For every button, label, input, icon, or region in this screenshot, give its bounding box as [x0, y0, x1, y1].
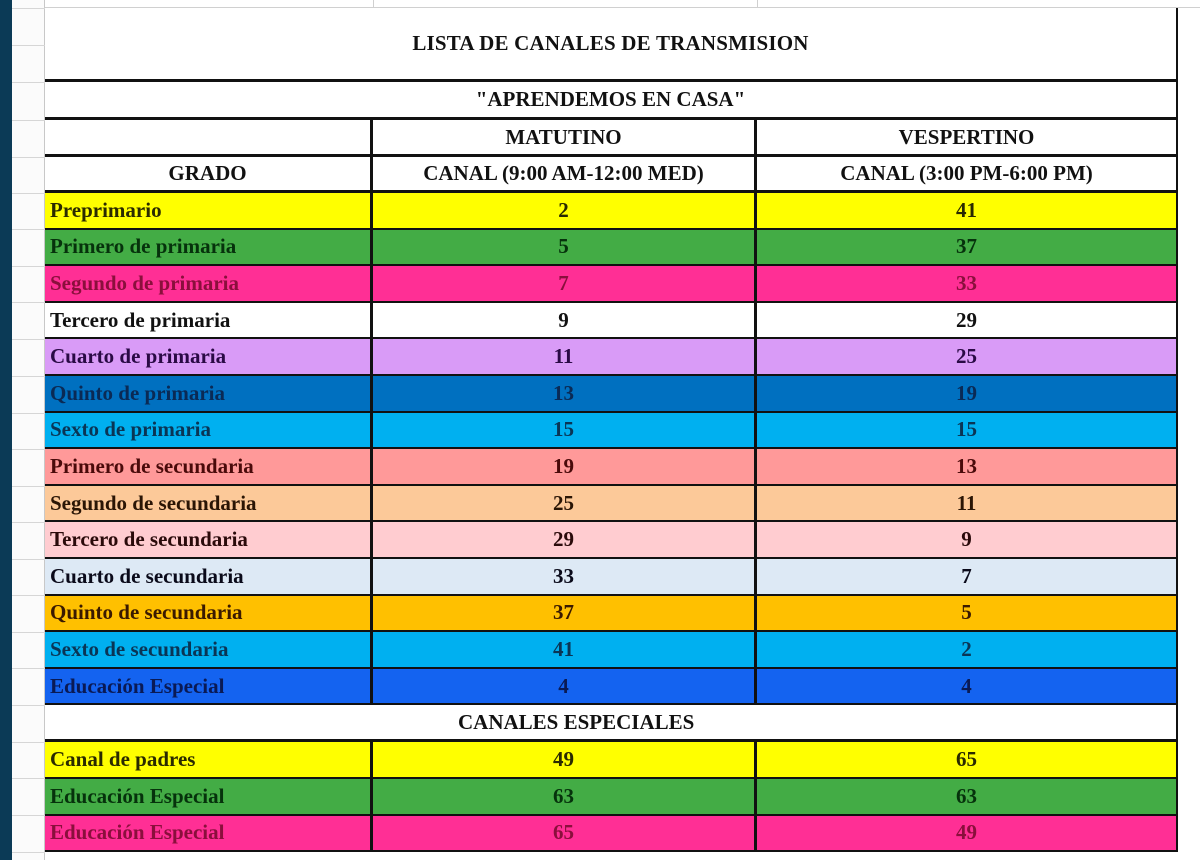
channel-number: 25: [956, 344, 977, 369]
table-row: [45, 266, 1178, 303]
grade-label: Cuarto de secundaria: [50, 563, 244, 588]
vespertino-channel-cell[interactable]: [757, 816, 1178, 851]
grade-cell[interactable]: [45, 596, 373, 631]
channel-number: 9: [558, 307, 569, 332]
vespertino-channel-cell[interactable]: [757, 522, 1178, 557]
channel-number: 29: [956, 307, 977, 332]
special-channels-row: [45, 705, 1178, 742]
row-header-gridline: [12, 229, 45, 230]
matutino-channel-cell[interactable]: [373, 449, 757, 484]
channel-number: 2: [961, 636, 972, 661]
channel-number: 37: [553, 600, 574, 625]
channel-number: 15: [956, 417, 977, 442]
grade-cell[interactable]: [45, 816, 373, 851]
matutino-channel-cell[interactable]: [373, 303, 757, 338]
matutino-channel-cell[interactable]: [373, 559, 757, 594]
row-header-gridline: [12, 778, 45, 779]
grade-cell[interactable]: [45, 376, 373, 411]
grade-cell[interactable]: [45, 669, 373, 704]
matutino-channel-cell[interactable]: [373, 522, 757, 557]
table-row: [45, 449, 1178, 486]
row-header-gridline: [12, 266, 45, 267]
vespertino-channel-cell[interactable]: [757, 230, 1178, 265]
channel-number: 19: [956, 380, 977, 405]
row-header-gridline: [12, 413, 45, 414]
shift-header-row: [45, 120, 1178, 157]
grado-header: GRADO: [45, 157, 373, 190]
channel-number: 7: [558, 270, 569, 295]
channel-number: 4: [961, 673, 972, 698]
channel-number: 33: [956, 270, 977, 295]
row-header-gridline: [12, 376, 45, 377]
matutino-header: MATUTINO: [373, 120, 757, 154]
table-row: [45, 230, 1178, 267]
row-header-gridline: [12, 449, 45, 450]
matutino-channel-cell[interactable]: [373, 486, 757, 521]
matutino-channel-cell[interactable]: [373, 632, 757, 667]
channel-number: 4: [558, 673, 569, 698]
row-header-gridline: [12, 815, 45, 816]
grade-cell[interactable]: [45, 413, 373, 448]
grade-label: Tercero de primaria: [50, 307, 231, 332]
table-row: [45, 522, 1178, 559]
channel-number: 49: [553, 747, 574, 772]
table-row: [45, 339, 1178, 376]
channel-number: 13: [956, 453, 977, 478]
matutino-channel-cell[interactable]: [373, 669, 757, 704]
table-row: [45, 596, 1178, 633]
grade-label: Cuarto de primaria: [50, 344, 227, 369]
grade-label: Canal de padres: [50, 747, 196, 772]
grade-cell[interactable]: [45, 449, 373, 484]
grade-cell[interactable]: [45, 303, 373, 338]
grade-cell[interactable]: [45, 632, 373, 667]
grade-label: Tercero de secundaria: [50, 527, 248, 552]
matutino-channel-cell[interactable]: [373, 193, 757, 228]
row-header-gridline: [12, 339, 45, 340]
channel-number: 63: [956, 783, 977, 808]
channel-number: 25: [553, 490, 574, 515]
channel-number: 41: [956, 197, 977, 222]
row-header-gridline: [12, 193, 45, 194]
row-header-gridline: [12, 45, 45, 46]
row-header-gridline: [12, 632, 45, 633]
row-header-gridline: [12, 595, 45, 596]
matutino-canal-header: CANAL (9:00 AM-12:00 MED): [373, 157, 757, 190]
channel-number: 33: [553, 563, 574, 588]
grade-cell[interactable]: [45, 230, 373, 265]
matutino-channel-cell[interactable]: [373, 413, 757, 448]
row-header-gridline: [12, 522, 45, 523]
channel-number: 7: [961, 563, 972, 588]
grade-cell[interactable]: [45, 779, 373, 814]
channel-number: 19: [553, 453, 574, 478]
grade-cell[interactable]: [45, 193, 373, 228]
matutino-channel-cell[interactable]: [373, 742, 757, 777]
row-header-gridline: [12, 157, 45, 158]
channel-number: 15: [553, 417, 574, 442]
row-header-gridline: [12, 559, 45, 560]
title-row: [45, 8, 1178, 82]
row-header-gridline: [12, 486, 45, 487]
vespertino-channel-cell[interactable]: [757, 559, 1178, 594]
vespertino-channel-cell[interactable]: [757, 376, 1178, 411]
grade-label: Sexto de secundaria: [50, 636, 229, 661]
row-header-gridline: [12, 852, 45, 853]
subtitle-row: [45, 82, 1178, 120]
matutino-channel-cell[interactable]: [373, 596, 757, 631]
grade-label: Segundo de primaria: [50, 270, 240, 295]
table-title: LISTA DE CANALES DE TRANSMISION: [412, 31, 809, 55]
spreadsheet-row-headers: [12, 0, 45, 860]
grade-label: Quinto de primaria: [50, 380, 226, 405]
table-row: [45, 816, 1178, 853]
grade-label: Sexto de primaria: [50, 417, 211, 442]
channel-number: 13: [553, 380, 574, 405]
table-row: [45, 742, 1178, 779]
vespertino-channel-cell[interactable]: [757, 596, 1178, 631]
channel-number: 5: [558, 234, 569, 259]
matutino-channel-cell[interactable]: [373, 816, 757, 851]
channel-number: 2: [558, 197, 569, 222]
row-header-gridline: [12, 8, 45, 9]
table-row: [45, 376, 1178, 413]
channel-number: 11: [553, 344, 574, 369]
grade-label: Segundo de secundaria: [50, 490, 257, 515]
table-row: [45, 413, 1178, 450]
table-row: [45, 779, 1178, 816]
channel-number: 29: [553, 527, 574, 552]
grado-header-blank: [45, 120, 373, 154]
grade-cell[interactable]: [45, 742, 373, 777]
vespertino-channel-cell[interactable]: [757, 193, 1178, 228]
table-row: [45, 669, 1178, 706]
vespertino-channel-cell[interactable]: [757, 303, 1178, 338]
grade-cell[interactable]: [45, 266, 373, 301]
matutino-channel-cell[interactable]: [373, 230, 757, 265]
channel-number: 41: [553, 636, 574, 661]
vespertino-channel-cell[interactable]: [757, 413, 1178, 448]
row-header-gridline: [12, 82, 45, 83]
vespertino-channel-cell[interactable]: [757, 742, 1178, 777]
vespertino-channel-cell[interactable]: [757, 779, 1178, 814]
matutino-channel-cell[interactable]: [373, 779, 757, 814]
channel-number: 65: [956, 747, 977, 772]
row-header-gridline: [12, 302, 45, 303]
window-edge: [0, 0, 12, 860]
matutino-channel-cell[interactable]: [373, 339, 757, 374]
column-header-row: [45, 157, 1178, 193]
vespertino-channel-cell[interactable]: [757, 669, 1178, 704]
grade-label: Educación Especial: [50, 820, 225, 845]
channel-number: 65: [553, 820, 574, 845]
row-header-gridline: [12, 705, 45, 706]
vespertino-header: VESPERTINO: [757, 120, 1178, 154]
matutino-channel-cell[interactable]: [373, 266, 757, 301]
channel-number: 5: [961, 600, 972, 625]
row-header-gridline: [12, 668, 45, 669]
table-row: [45, 559, 1178, 596]
table-row: [45, 193, 1178, 230]
grade-label: Primero de primaria: [50, 234, 237, 259]
grade-cell[interactable]: [45, 339, 373, 374]
vespertino-channel-cell[interactable]: [757, 266, 1178, 301]
table-row: [45, 632, 1178, 669]
channel-number: 37: [956, 234, 977, 259]
table-row: [45, 303, 1178, 340]
grade-cell[interactable]: [45, 559, 373, 594]
spreadsheet-top-gridline: [45, 0, 1200, 8]
grade-label: Preprimario: [50, 197, 162, 222]
channel-number: 63: [553, 783, 574, 808]
row-header-gridline: [12, 742, 45, 743]
grade-cell[interactable]: [45, 522, 373, 557]
vespertino-channel-cell[interactable]: [757, 632, 1178, 667]
grade-label: Primero de secundaria: [50, 453, 254, 478]
vespertino-channel-cell[interactable]: [757, 449, 1178, 484]
program-name: "APRENDEMOS EN CASA": [475, 87, 746, 111]
grade-cell[interactable]: [45, 486, 373, 521]
vespertino-canal-header: CANAL (3:00 PM-6:00 PM): [757, 157, 1178, 190]
matutino-channel-cell[interactable]: [373, 376, 757, 411]
channel-number: 9: [961, 527, 972, 552]
special-channels-title: CANALES ESPECIALES: [458, 709, 695, 734]
grade-label: Educación Especial: [50, 673, 225, 698]
grade-label: Quinto de secundaria: [50, 600, 243, 625]
channel-number: 49: [956, 820, 977, 845]
vespertino-channel-cell[interactable]: [757, 339, 1178, 374]
vespertino-channel-cell[interactable]: [757, 486, 1178, 521]
grade-label: Educación Especial: [50, 783, 225, 808]
row-header-gridline: [12, 120, 45, 121]
table-row: [45, 486, 1178, 523]
channel-list-table: [45, 8, 1178, 852]
channel-number: 11: [956, 490, 977, 515]
